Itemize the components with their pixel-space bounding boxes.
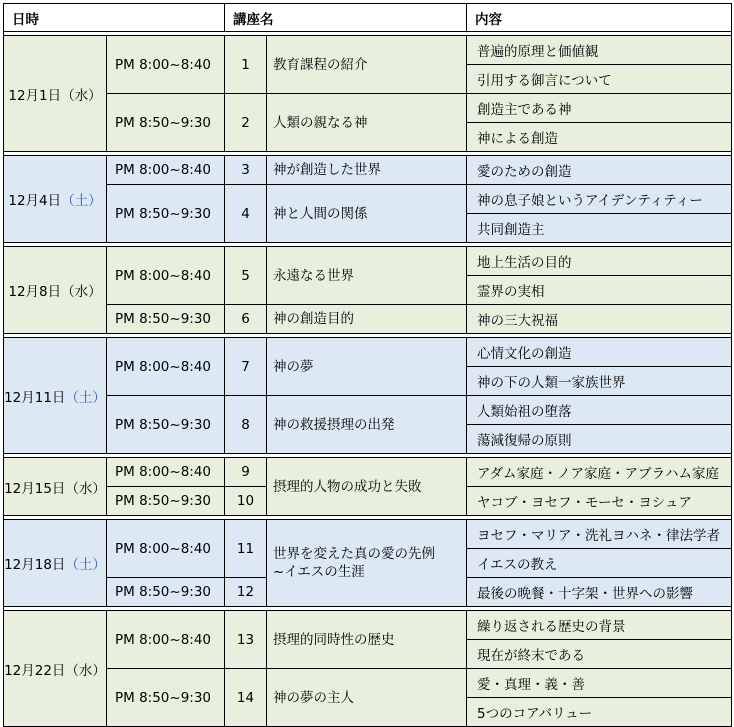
content-cell: 創造主である神 — [467, 94, 732, 123]
date-label: 12月4日 — [8, 193, 62, 209]
lecture-title — [267, 247, 467, 305]
table-row — [4, 611, 732, 640]
lecture-number: 14 — [225, 669, 267, 727]
lecture-title-line: 摂理的人物の成功と失敗 — [273, 478, 422, 495]
date-label: 12月18日 — [4, 557, 66, 573]
time-cell: PM 8:00~8:40 — [107, 458, 225, 487]
weekday-label: （土） — [65, 557, 106, 573]
content-cell: 最後の晩餐・十字架・世界への影響 — [467, 578, 732, 607]
content-cell: イエスの教え — [467, 549, 732, 578]
lecture-number: 5 — [225, 247, 267, 305]
weekday-label: （水） — [65, 480, 106, 497]
date-cell — [4, 520, 107, 607]
header-date: 日時 — [4, 4, 225, 32]
content-cell: 愛・真理・義・善 — [467, 669, 732, 698]
header-row — [4, 4, 732, 32]
lecture-title — [267, 396, 467, 454]
time-cell: PM 8:00~8:40 — [107, 611, 225, 669]
content-cell: 5つのコアバリュー — [467, 698, 732, 727]
weekday-label: （水） — [61, 284, 102, 300]
content-cell: 蕩減復帰の原則 — [467, 425, 732, 454]
lecture-title-line: 摂理的同時性の歴史 — [273, 631, 395, 648]
lecture-title-line: 神が創造した世界 — [273, 162, 381, 178]
table-row — [4, 156, 732, 185]
table-row — [4, 94, 732, 123]
lecture-title — [267, 156, 467, 185]
content-cell: 愛のための創造 — [467, 156, 732, 185]
weekday-label: （土） — [61, 193, 102, 209]
lecture-title — [267, 305, 467, 334]
date-cell — [4, 338, 107, 454]
weekday-label: （水） — [61, 87, 102, 104]
lecture-number: 1 — [225, 36, 267, 94]
content-cell: ヨセフ・マリア・洗礼ヨハネ・律法学者 — [467, 520, 732, 549]
lecture-title — [267, 669, 467, 727]
content-cell: 神による創造 — [467, 123, 732, 152]
date-label: 12月15日 — [4, 480, 66, 497]
content-cell: 繰り返される歴史の背景 — [467, 611, 732, 640]
lecture-title — [267, 36, 467, 94]
lecture-title — [267, 185, 467, 243]
date-cell — [4, 36, 107, 152]
date-label: 12月8日 — [8, 284, 62, 300]
lecture-title — [267, 338, 467, 396]
table-row — [4, 36, 732, 65]
weekday-label: （水） — [65, 662, 106, 679]
time-cell: PM 8:50~9:30 — [107, 94, 225, 152]
lecture-title — [267, 94, 467, 152]
table-row — [4, 305, 732, 334]
header-content: 内容 — [467, 4, 732, 32]
lecture-number: 10 — [225, 487, 267, 516]
schedule-body — [4, 36, 732, 727]
date-cell — [4, 458, 107, 516]
content-cell: 神の下の人類一家族世界 — [467, 367, 732, 396]
content-cell: 引用する御言について — [467, 65, 732, 94]
schedule-table — [3, 3, 732, 727]
lecture-number: 3 — [225, 156, 267, 185]
lecture-number: 13 — [225, 611, 267, 669]
content-cell: 神の三大祝福 — [467, 305, 732, 334]
table-row — [4, 669, 732, 698]
lecture-title — [267, 458, 467, 516]
lecture-title-line: 神の救援摂理の出発 — [273, 416, 395, 433]
date-label: 12月11日 — [4, 389, 66, 406]
content-cell: アダム家庭・ノア家庭・アブラハム家庭 — [467, 458, 732, 487]
lecture-number: 8 — [225, 396, 267, 454]
content-cell: 神の息子娘というアイデンティティー — [467, 185, 732, 214]
table-row — [4, 247, 732, 276]
time-cell: PM 8:50~9:30 — [107, 578, 225, 607]
lecture-title-line: 神の創造目的 — [273, 311, 354, 327]
content-cell: 共同創造主 — [467, 214, 732, 243]
date-label: 12月1日 — [8, 87, 62, 104]
lecture-title-line: 世界を変えた真の愛の先例 — [273, 546, 435, 562]
lecture-number: 7 — [225, 338, 267, 396]
time-cell: PM 8:00~8:40 — [107, 247, 225, 305]
table-row — [4, 458, 732, 487]
time-cell: PM 8:00~8:40 — [107, 156, 225, 185]
date-cell — [4, 156, 107, 243]
content-cell: 霊界の実相 — [467, 276, 732, 305]
weekday-label: （土） — [65, 389, 106, 406]
table-row — [4, 338, 732, 367]
content-cell: 普遍的原理と価値観 — [467, 36, 732, 65]
lecture-number: 12 — [225, 578, 267, 607]
content-cell: 人類始祖の堕落 — [467, 396, 732, 425]
date-cell — [4, 611, 107, 727]
lecture-title-line: 神と人間の関係 — [273, 205, 368, 222]
lecture-number: 6 — [225, 305, 267, 334]
date-label: 12月22日 — [4, 662, 66, 679]
time-cell: PM 8:00~8:40 — [107, 338, 225, 396]
table-row — [4, 520, 732, 549]
lecture-title-line: ~イエスの生涯 — [273, 564, 365, 580]
time-cell: PM 8:00~8:40 — [107, 520, 225, 578]
lecture-title-line: 永遠なる世界 — [273, 267, 354, 284]
header-lecture: 講座名 — [225, 4, 467, 32]
table-row — [4, 396, 732, 425]
lecture-number: 9 — [225, 458, 267, 487]
lecture-title-line: 教育課程の紹介 — [273, 56, 368, 73]
lecture-title-line: 神の夢の主人 — [273, 689, 354, 706]
content-cell: 現在が終末である — [467, 640, 732, 669]
date-cell — [4, 247, 107, 334]
time-cell: PM 8:50~9:30 — [107, 396, 225, 454]
lecture-title — [267, 611, 467, 669]
time-cell: PM 8:00~8:40 — [107, 36, 225, 94]
table-row — [4, 185, 732, 214]
lecture-title-line: 人類の親なる神 — [273, 114, 368, 131]
lecture-title — [267, 520, 467, 607]
lecture-number: 4 — [225, 185, 267, 243]
content-cell: 地上生活の目的 — [467, 247, 732, 276]
time-cell: PM 8:50~9:30 — [107, 185, 225, 243]
lecture-title-line: 神の夢 — [273, 358, 314, 375]
lecture-number: 11 — [225, 520, 267, 578]
time-cell: PM 8:50~9:30 — [107, 669, 225, 727]
time-cell: PM 8:50~9:30 — [107, 305, 225, 334]
content-cell: 心情文化の創造 — [467, 338, 732, 367]
content-cell: ヤコブ・ヨセフ・モーセ・ヨシュア — [467, 487, 732, 516]
lecture-number: 2 — [225, 94, 267, 152]
time-cell: PM 8:50~9:30 — [107, 487, 225, 516]
